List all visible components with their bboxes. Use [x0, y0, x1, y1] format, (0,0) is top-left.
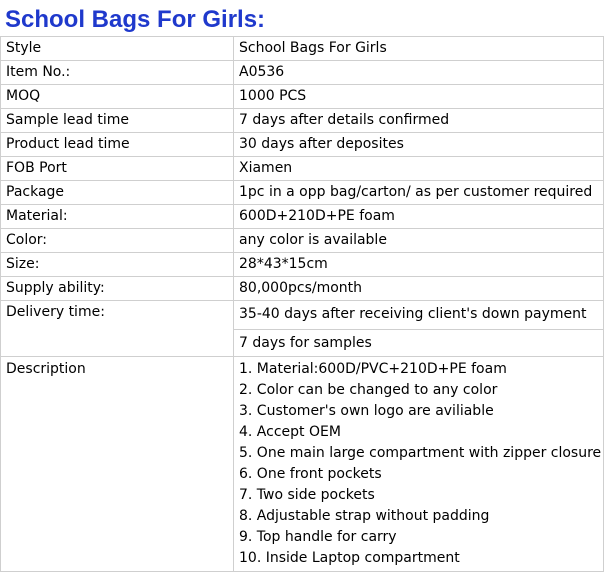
list-item: 6. One front pockets — [239, 466, 382, 482]
table-row — [1, 277, 604, 301]
row-label: Color: — [1, 229, 234, 253]
table-row — [1, 61, 604, 85]
row-value: 28*43*15cm — [234, 253, 604, 277]
row-value: 1000 PCS — [234, 85, 604, 109]
table-row — [1, 157, 604, 181]
table-row — [1, 133, 604, 157]
row-label: Product lead time — [1, 133, 234, 157]
table-row — [1, 205, 604, 229]
page-title: School Bags For Girls: — [5, 6, 266, 33]
row-value: A0536 — [234, 61, 604, 85]
delivery-value: 35-40 days after receiving client's down payment — [234, 301, 604, 330]
row-label: Sample lead time — [1, 109, 234, 133]
list-item: 7. Two side pockets — [239, 487, 375, 503]
row-label: MOQ — [1, 85, 234, 109]
list-item: 3. Customer's own logo are aviliable — [239, 403, 494, 419]
row-value: 1pc in a opp bag/carton/ as per customer required — [234, 181, 604, 205]
row-label: Item No.: — [1, 61, 234, 85]
row-label: FOB Port — [1, 157, 234, 181]
row-value: School Bags For Girls — [234, 37, 604, 61]
list-item: 4. Accept OEM — [239, 424, 341, 440]
table-row — [1, 109, 604, 133]
table-row — [1, 181, 604, 205]
row-value: 7 days after details confirmed — [234, 109, 604, 133]
row-value: any color is available — [234, 229, 604, 253]
row-value: 600D+210D+PE foam — [234, 205, 604, 229]
list-item: 5. One main large compartment with zipper closure — [239, 445, 602, 461]
row-value: 80,000pcs/month — [234, 277, 604, 301]
description-list — [234, 357, 604, 572]
row-value: 30 days after deposites — [234, 133, 604, 157]
description-label: Description — [1, 357, 234, 572]
delivery-samples-value: 7 days for samples — [234, 330, 604, 357]
list-item: 1. Material:600D/PVC+210D+PE foam — [239, 361, 507, 377]
row-value: Xiamen — [234, 157, 604, 181]
table-row — [1, 229, 604, 253]
row-label: Size: — [1, 253, 234, 277]
delivery-label: Delivery time: — [1, 301, 234, 357]
list-item: 9. Top handle for carry — [239, 529, 397, 545]
table-row-delivery — [1, 301, 604, 330]
row-label: Style — [1, 37, 234, 61]
table-row — [1, 37, 604, 61]
row-label: Supply ability: — [1, 277, 234, 301]
list-item: 10. Inside Laptop compartment — [239, 550, 460, 566]
list-item: 8. Adjustable strap without padding — [239, 508, 490, 524]
row-label: Material: — [1, 205, 234, 229]
table-row-description — [1, 357, 604, 572]
table-row — [1, 253, 604, 277]
table-row — [1, 85, 604, 109]
spec-table — [0, 36, 604, 572]
row-label: Package — [1, 181, 234, 205]
list-item: 2. Color can be changed to any color — [239, 382, 498, 398]
